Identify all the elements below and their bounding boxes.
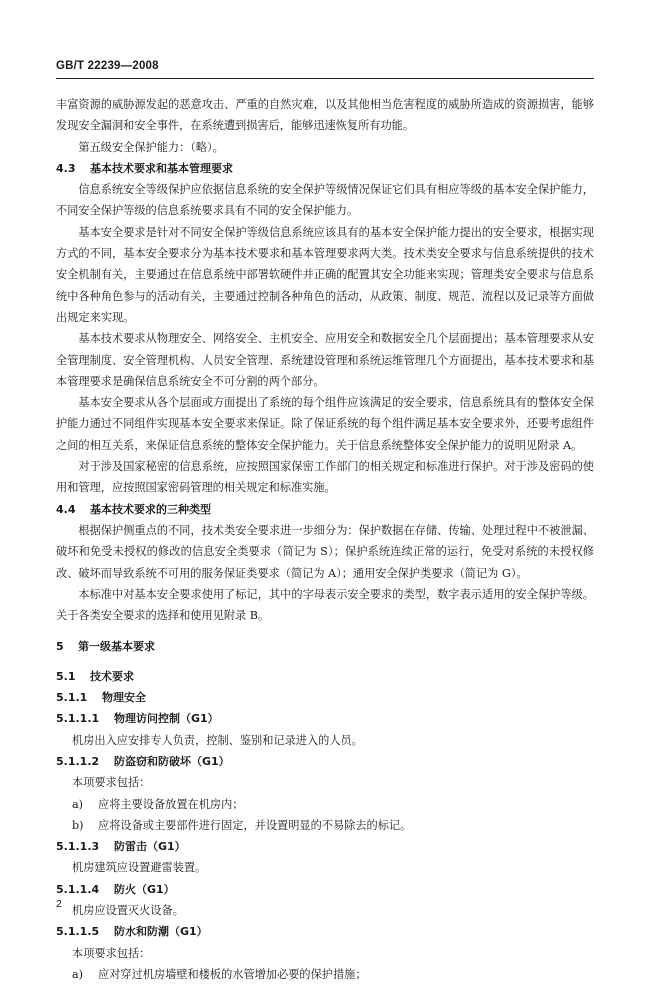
- section-number: 5.1.1: [56, 691, 88, 705]
- section-number: 5.1.1.3: [56, 840, 100, 854]
- section-heading-5-1-1-3: [56, 836, 594, 857]
- paragraph: 基本安全要求从各个层面或方面提出了系统的每个组件应该满足的安全要求，信息系统具有的整体安全保护能力通过不同组件实现基本安全要求来保证。除了保证系统的每个组件满足基本安全要求外，还要考虑组件之间的相互关系，来保证信息系统的整体安全保护能力。关于信息系统整体安全保护能力的说明见附录 A。: [56, 396, 594, 452]
- section-heading-4-4: [56, 499, 594, 520]
- section-title: 物理安全: [102, 691, 146, 705]
- section-number: 5: [56, 640, 64, 654]
- standard-code-header: GB/T 22239—2008: [56, 60, 159, 72]
- section-title: 第一级基本要求: [78, 640, 155, 654]
- paragraph: 本标准中对基本安全要求使用了标记，其中的字母表示安全要求的类型，数字表示适用的安全保护等级。关于各类安全要求的选择和使用见附录 B。: [56, 587, 594, 623]
- list-item: [56, 794, 594, 815]
- list-label: b): [72, 818, 84, 832]
- section-title: 防盗窃和防破坏（G1）: [114, 754, 230, 768]
- section-heading-5-1-1: [56, 687, 594, 708]
- section-number: 5.1.1.5: [56, 925, 100, 939]
- page-number: 2: [56, 898, 62, 910]
- paragraph: 根据保护侧重点的不同，技术类安全要求进一步细分为：保护数据在存储、传输、处理过程中不被泄漏、破坏和免受未授权的修改的信息安全类要求（简记为 S）；保护系统连续正常的运行，免受对系统的未授权修改、破坏而导致系统不可用的服务保证类要求（简记为 A）；通用安全保护类要求（简记为 G）。: [56, 523, 594, 580]
- paragraph: 第五级安全保护能力：（略）。: [78, 140, 224, 154]
- section-title: 防火（G1）: [114, 882, 175, 896]
- section-number: 5.1.1.2: [56, 754, 100, 768]
- section-title: 物理访问控制（G1）: [114, 712, 219, 726]
- requirement-text: 机房出入应安排专人负责，控制、鉴别和记录进入的人员。: [72, 733, 363, 747]
- list-item-text: 应将主要设备放置在机房内；: [98, 797, 244, 811]
- page-body: [56, 94, 594, 985]
- section-title: 技术要求: [90, 669, 134, 683]
- section-number: 4.3: [56, 161, 76, 175]
- requirement-text: 机房建筑应设置避雷装置。: [72, 861, 207, 875]
- section-number: 4.4: [56, 502, 76, 516]
- paragraph: 对于涉及国家秘密的信息系统，应按照国家保密工作部门的相关规定和标准进行保护。对于涉及密码的使用和管理，应按照国家密码管理的相关规定和标准实施。: [56, 460, 594, 495]
- section-number: 5.1.1.4: [56, 882, 100, 896]
- list-item: [56, 815, 594, 836]
- section-heading-5-1-1-5: [56, 921, 594, 942]
- requirement-intro: 本项要求包括：: [72, 946, 151, 960]
- list-label: a): [72, 967, 84, 981]
- section-number: 5.1.1.1: [56, 712, 100, 726]
- list-item-text: 应将设备或主要部件进行固定，并设置明显的不易除去的标记。: [98, 818, 412, 832]
- section-heading-4-3: [56, 158, 594, 179]
- section-title: 防水和防潮（G1）: [114, 925, 208, 939]
- header-rule: [56, 78, 594, 79]
- paragraph: 基本技术要求从物理安全、网络安全、主机安全、应用安全和数据安全几个层面提出；基本管理要求从安全管理制度、安全管理机构、人员安全管理、系统建设管理和系统运维管理几个方面提出，基本技术要求和基本管理要求是确保信息系统安全不可分割的两个部分。: [56, 332, 594, 388]
- list-label: a): [72, 797, 84, 811]
- section-number: 5.1: [56, 669, 76, 683]
- list-item: [56, 964, 594, 985]
- requirement-text: 机房应设置灭火设备。: [72, 903, 184, 917]
- paragraph: 信息系统安全等级保护应依据信息系统的安全保护等级情况保证它们具有相应等级的基本安全保护能力，不同安全保护等级的信息系统要求具有不同的安全保护能力。: [56, 183, 594, 218]
- section-title: 防雷击（G1）: [114, 840, 186, 854]
- section-title: 基本技术要求的三种类型: [90, 502, 211, 516]
- section-title: 基本技术要求和基本管理要求: [90, 161, 233, 175]
- section-heading-5-1-1-2: [56, 751, 594, 772]
- section-heading-5-1-1-4: [56, 879, 594, 900]
- section-heading-5: [56, 636, 594, 657]
- list-item-text: 应对穿过机房墙壁和楼板的水管增加必要的保护措施；: [98, 967, 367, 981]
- paragraph: 丰富资源的威胁源发起的恶意攻击、严重的自然灾难，以及其他相当危害程度的威胁所造成的资源损害，能够发现安全漏洞和安全事件，在系统遭到损害后，能够迅速恢复所有功能。: [56, 98, 594, 133]
- section-heading-5-1-1-1: [56, 708, 594, 729]
- paragraph: 基本安全要求是针对不同安全保护等级信息系统应该具有的基本安全保护能力提出的安全要求，根据实现方式的不同，基本安全要求分为基本技术要求和基本管理要求两大类。技术类安全要求与信息系统提供的技术安全机制有关，主要通过在信息系统中部署软硬件并正确的配置其安全功能来实现；管理类安全要求与信息系统中各种角色参与的活动有关，主要通过控制各种角色的活动，从政策、制度、规范、流程以及记录等方面做出规定来实现。: [56, 225, 594, 324]
- section-heading-5-1: [56, 666, 594, 687]
- requirement-intro: 本项要求包括：: [72, 776, 151, 790]
